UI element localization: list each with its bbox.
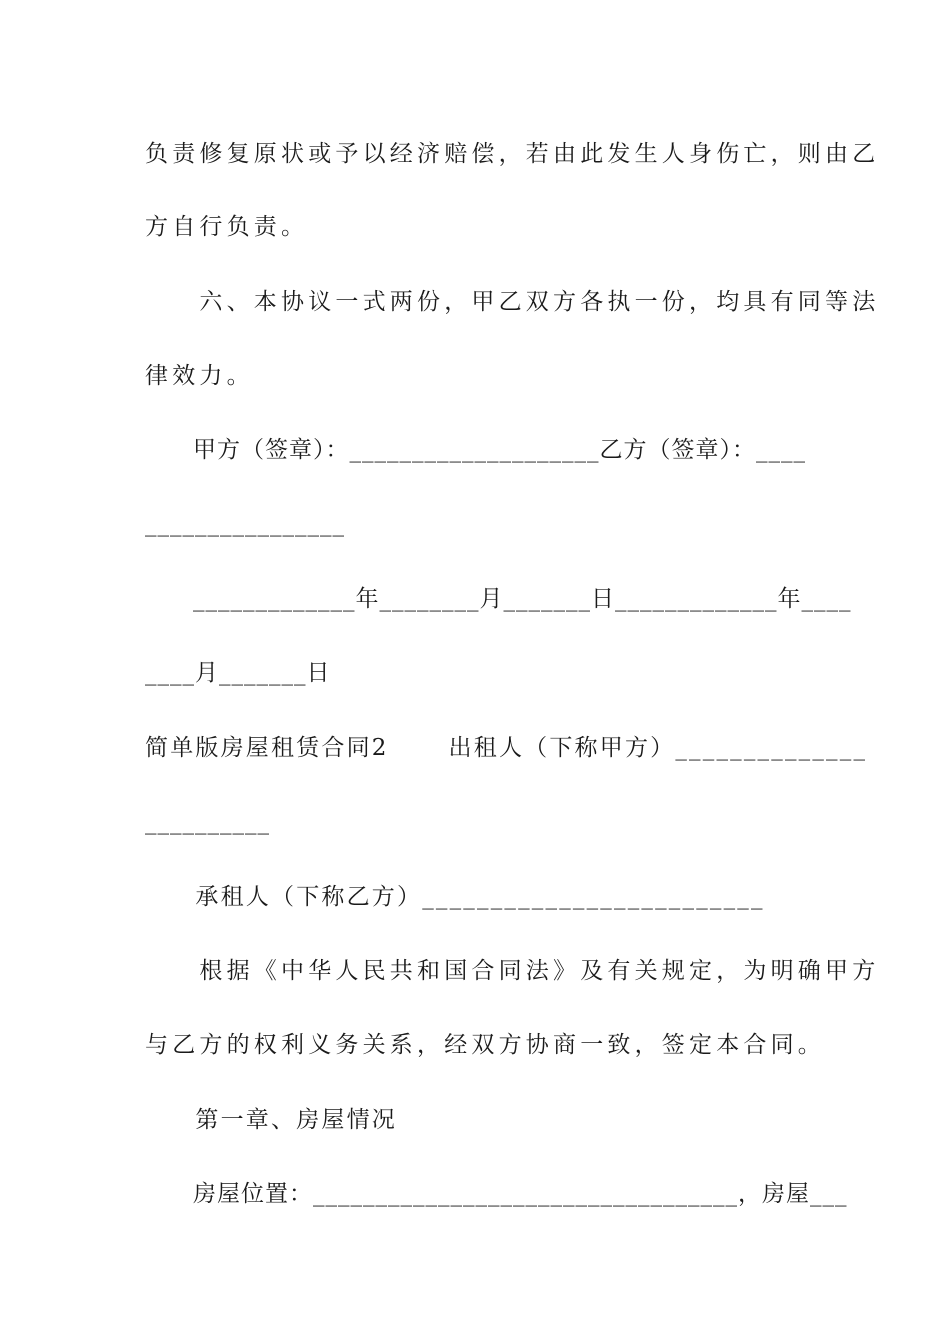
signature-line: 甲方（签章）：____________________乙方（签章）：____ (145, 437, 806, 463)
date-line: _____________年________月_______日_____________年____ (145, 586, 852, 612)
chapter-heading: 第一章、房屋情况 (145, 1107, 397, 1133)
clause-six-line: 六、本协议一式两份，甲乙双方各执一份，均具有同等法 (145, 289, 880, 315)
lessee-line: 承租人（下称乙方）_________________________ (145, 884, 765, 910)
date-line-continued: ____月_______日 (145, 660, 331, 686)
paragraph-line: 方自行负责。 (145, 214, 309, 240)
paragraph-line: 负责修复原状或予以经济赔偿，若由此发生人身伤亡，则由乙 (145, 141, 880, 167)
lessor-blank-line: __________ (145, 809, 270, 835)
contract-title-line: 简单版房屋租赁合同2 出租人（下称甲方）______________ (145, 735, 868, 761)
house-location-line: 房屋位置：__________________________________，房屋___ (145, 1181, 848, 1207)
paragraph-line: 律效力。 (145, 363, 254, 389)
preamble-line: 根据《中华人民共和国合同法》及有关规定，为明确甲方 (145, 958, 880, 984)
preamble-line: 与乙方的权利义务关系，经双方协商一致，签定本合同。 (145, 1032, 825, 1058)
signature-blank-line: ________________ (145, 511, 345, 537)
